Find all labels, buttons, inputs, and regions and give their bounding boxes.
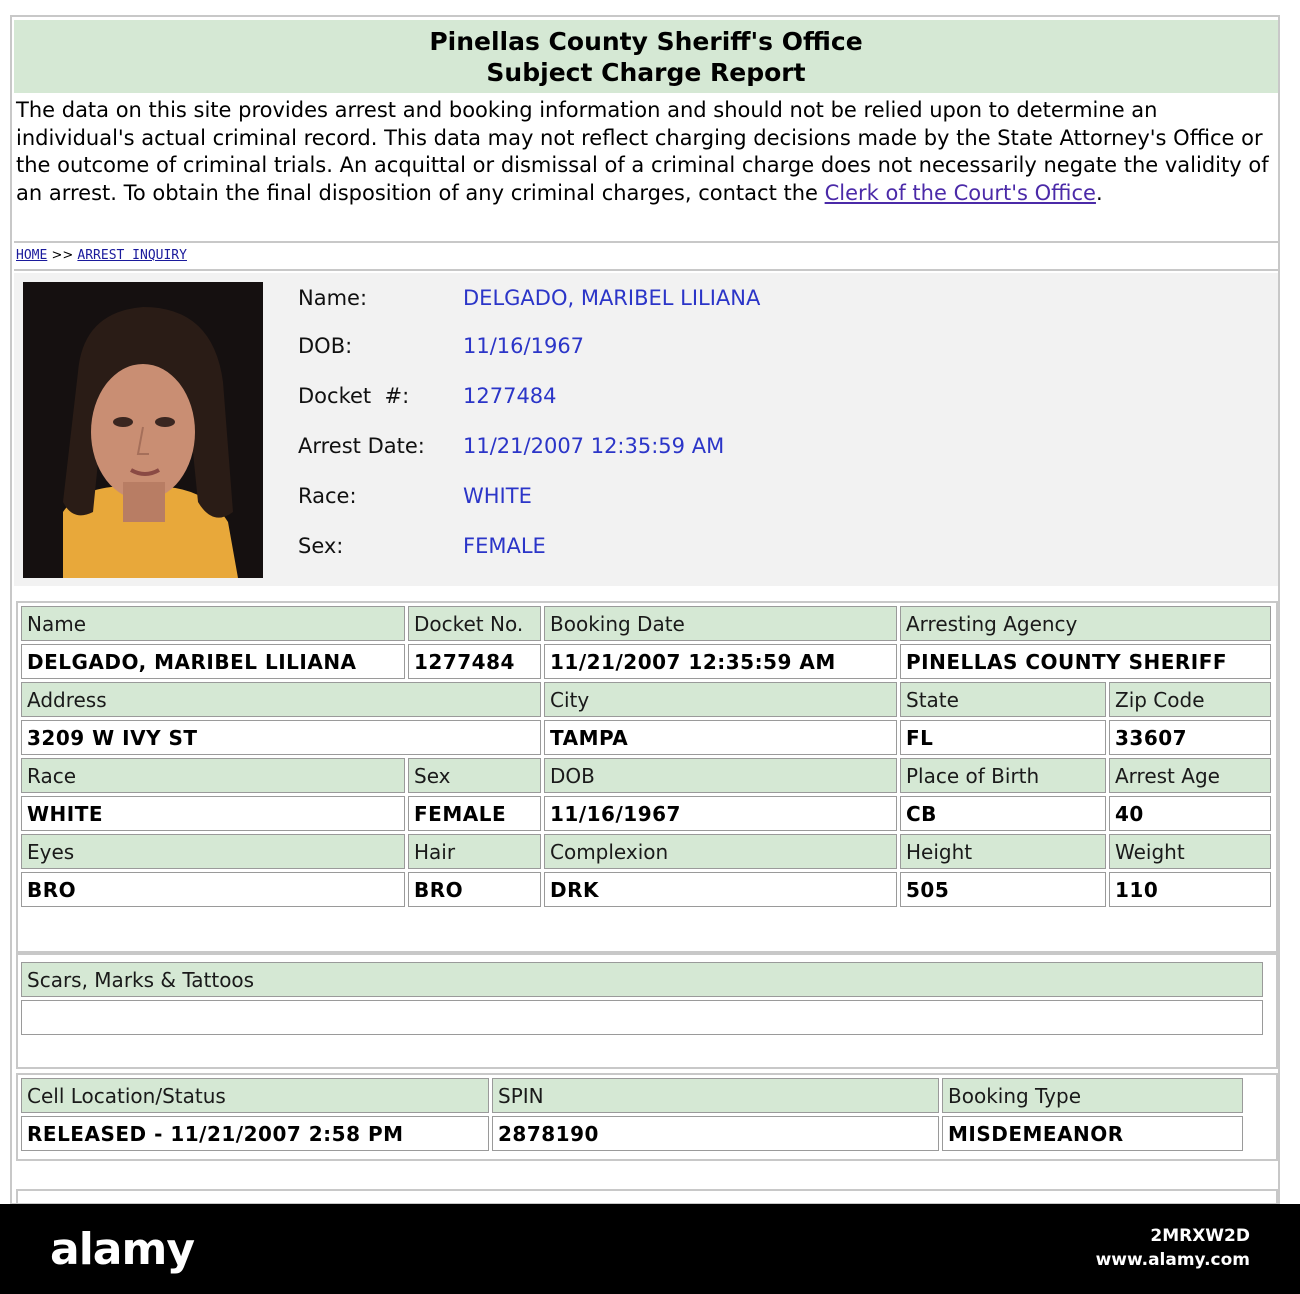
value-booking-date: 11/21/2007 12:35:59 AM: [544, 644, 897, 679]
profile-label: Sex:: [298, 534, 344, 558]
status-table: [18, 1075, 1246, 1154]
profile-value: 11/16/1967: [463, 334, 585, 358]
next-section-box: [16, 1189, 1278, 1205]
value-hair: BRO: [408, 872, 541, 907]
disclaimer-end: .: [1095, 180, 1103, 205]
header-cell-location-status: Cell Location/Status: [21, 1078, 489, 1113]
divider: [14, 269, 1278, 271]
scars-table: [18, 959, 1266, 1038]
profile-label: DOB:: [298, 334, 353, 358]
value-race: WHITE: [21, 796, 405, 831]
value-place-of-birth: CB: [900, 796, 1106, 831]
header-arresting-agency: Arresting Agency: [900, 606, 1271, 641]
disclaimer-body: The data on this site provides arrest and booking information and should not be relied upon to determine an individual's actual criminal record. This data may not reflect charging decisions made by the State Attorney's Office or the outcome of criminal trials. An acquittal or dismissal of a criminal charge does not necessarily negate the validity of an arrest. To obtain the final disposition of any criminal charges, contact the: [16, 98, 1269, 205]
profile-label: Name:: [298, 286, 368, 310]
header-place-of-birth: Place of Birth: [900, 758, 1106, 793]
value-eyes: BRO: [21, 872, 405, 907]
divider: [14, 241, 1278, 243]
watermark-bar: [0, 1204, 1300, 1294]
value-address: 3209 W IVY ST: [21, 720, 541, 755]
table-row: [21, 1078, 1243, 1113]
header-sex: Sex: [408, 758, 541, 793]
header-state: State: [900, 682, 1106, 717]
page-title: Pinellas County Sheriff's Office: [429, 27, 863, 56]
value-complexion: DRK: [544, 872, 897, 907]
profile-label: Arrest Date:: [298, 434, 425, 458]
stock-id: 2MRXW2D: [1150, 1226, 1250, 1246]
value-city: TAMPA: [544, 720, 897, 755]
profile-panel: [14, 273, 1278, 586]
scars-marks-box: [16, 953, 1278, 1069]
mugshot-photo: [23, 282, 263, 578]
table-row: [21, 682, 1271, 717]
status-box: [16, 1073, 1278, 1161]
report-page: [10, 15, 1280, 1205]
stock-site: www.alamy.com: [1095, 1250, 1250, 1270]
header-eyes: Eyes: [21, 834, 405, 869]
value-arrest-age: 40: [1109, 796, 1271, 831]
alamy-logo: alamy: [50, 1224, 194, 1275]
header-hair: Hair: [408, 834, 541, 869]
table-row: [21, 758, 1271, 793]
value-scars-marks-tattoos: [21, 1000, 1263, 1035]
report-title-band: [14, 20, 1278, 93]
profile-value: WHITE: [463, 484, 532, 508]
breadcrumb-home-link[interactable]: HOME: [16, 248, 48, 263]
header-docket-no: Docket No.: [408, 606, 541, 641]
profile-value: 11/21/2007 12:35:59 AM: [463, 434, 725, 458]
header-zip-code: Zip Code: [1109, 682, 1271, 717]
clerk-of-court-link[interactable]: Clerk of the Court's Office: [824, 180, 1096, 205]
header-weight: Weight: [1109, 834, 1271, 869]
value-spin: 2878190: [492, 1116, 939, 1151]
value-docket-no: 1277484: [408, 644, 541, 679]
value-dob: 11/16/1967: [544, 796, 897, 831]
portrait-image: [23, 282, 263, 578]
table-row: [21, 1000, 1263, 1035]
breadcrumb-arrest-inquiry-link[interactable]: ARREST INQUIRY: [77, 248, 187, 263]
table-row: [21, 1116, 1243, 1151]
table-row: [21, 606, 1271, 641]
value-booking-type: MISDEMEANOR: [942, 1116, 1243, 1151]
table-row: [21, 644, 1271, 679]
value-name: DELGADO, MARIBEL LILIANA: [21, 644, 405, 679]
header-arrest-age: Arrest Age: [1109, 758, 1271, 793]
breadcrumb-separator: >>: [51, 248, 74, 263]
disclaimer-text: [16, 97, 1278, 207]
breadcrumb: [16, 247, 187, 265]
header-complexion: Complexion: [544, 834, 897, 869]
profile-value: 1277484: [463, 384, 557, 408]
header-booking-type: Booking Type: [942, 1078, 1243, 1113]
value-state: FL: [900, 720, 1106, 755]
profile-value: DELGADO, MARIBEL LILIANA: [463, 286, 761, 310]
header-booking-date: Booking Date: [544, 606, 897, 641]
table-row: [21, 834, 1271, 869]
table-row: [21, 962, 1263, 997]
value-zip-code: 33607: [1109, 720, 1271, 755]
header-name: Name: [21, 606, 405, 641]
table-row: [21, 796, 1271, 831]
header-dob: DOB: [544, 758, 897, 793]
booking-details-table: [18, 603, 1274, 910]
table-row: [21, 872, 1271, 907]
profile-label: Docket #:: [298, 384, 410, 408]
profile-label: Race:: [298, 484, 357, 508]
page-subtitle: Subject Charge Report: [486, 58, 806, 87]
booking-details-box: [16, 601, 1278, 953]
value-sex: FEMALE: [408, 796, 541, 831]
value-arresting-agency: PINELLAS COUNTY SHERIFF: [900, 644, 1271, 679]
header-address: Address: [21, 682, 541, 717]
header-height: Height: [900, 834, 1106, 869]
table-row: [21, 720, 1271, 755]
value-weight: 110: [1109, 872, 1271, 907]
stock-info: [1096, 1224, 1250, 1272]
value-height: 505: [900, 872, 1106, 907]
header-race: Race: [21, 758, 405, 793]
header-spin: SPIN: [492, 1078, 939, 1113]
profile-value: FEMALE: [463, 534, 546, 558]
header-city: City: [544, 682, 897, 717]
value-cell-location-status: RELEASED - 11/21/2007 2:58 PM: [21, 1116, 489, 1151]
header-scars-marks-tattoos: Scars, Marks & Tattoos: [21, 962, 1263, 997]
